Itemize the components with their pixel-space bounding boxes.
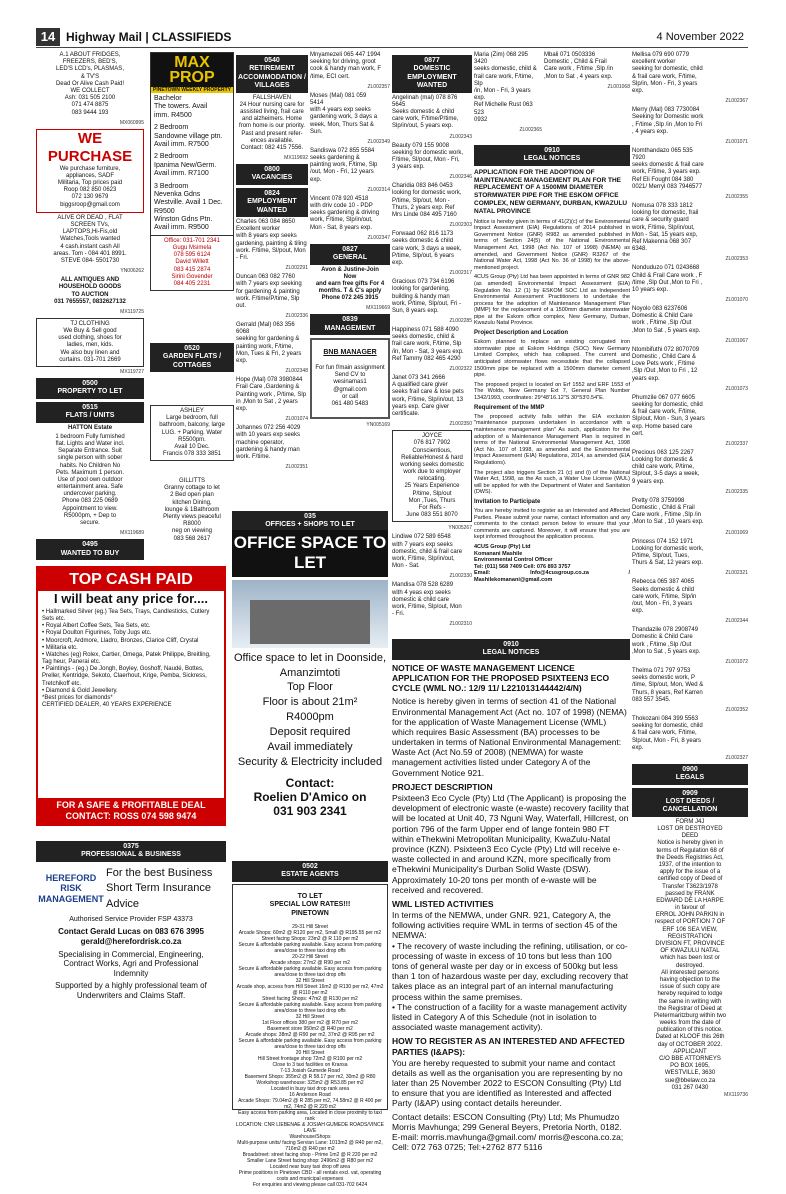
building-photo (232, 580, 388, 648)
ad-ref: ZL002336 (285, 313, 308, 320)
notice-heading: WML LISTED ACTIVITIES (392, 898, 494, 909)
ad-ref: ZL002321 (725, 570, 748, 577)
section-flats-units: 0515 FLATS / UNITS (36, 402, 144, 423)
top-cash-title: TOP CASH PAID (38, 568, 224, 591)
notice-paragraph: In terms of the NEMWA, under GNR. 921, Category A, the following activities require WML in terms of section 45 of the NEMWA: • The recovery of waste including the refining, utilisation, or co-processing of waste in excess of 10 tons but less than 100 tons of general waste per day or in excess of 500kg but less than 1 ton of hazardous waste per day, excluding recovery that takes place as an integral part of an internal manufacturing process within the same premises. • The construction of a facility for a waste management activity listed in Category A of this Schedule (not in isolation to associated waste management activity). (392, 910, 629, 1033)
listing: Gracious 073 734 6196 looking for gardening, building & handy man work, P/time, Slp/out, Fri - Sun, 8 years exp. (392, 279, 462, 314)
column-8 (632, 52, 748, 1102)
section-offices-shops: 035 OFFICES + SHOPS TO LET (232, 511, 388, 532)
listing: Thokozani 084 399 5563 seeking for domestic, child & frail care work, F/time, Slp/out, Mon - Fri, 8 years exp. (632, 715, 703, 751)
listing: Mellisa 079 690 0779 excellent worker seeking for domestic, child & frail care work, F/time, Slp/in, Mon - Fri, 3 years exp. (632, 52, 703, 94)
to-let-heading: TO LET SPECIAL LOW RATES!!! PINETOWN (269, 892, 351, 917)
bnb-manager-ad (310, 338, 390, 419)
lost-deed-notice: FORM J4J LOST OR DESTROYED DEED Notice is hereby given in terms of Regulation 68 of the Deeds Registries Act, 1937, of the intention to apply for the issue of a certified copy of Deed of Transfer T3623/1978 passed by FRANK EDWARD DE LA HARPE in favour of ERROL JOHN PARKIN in respect of PORTION 7 OF ERF 106 SEA VIEW, REGISTRATION DIVISION FT, PROVINCE OF KWAZULU NATAL which has been lost or destroyed. All interested persons having objection to the issue of such copy are hereby required to lodge the same in writing with the Registrar of Deed at Pietermaritzburg within two weeks from the date of publication of this notice. Dated at KLOOF this 26th day of OCTOBER 2022. APPLICANT C/O BBE ATTORNEYS PO BOX 1695, WESTVILLE, 3630 sue@bbelaw.co.za 031 267 0430 (653, 818, 727, 1091)
listing-bachelor: Bachelor The towers. Avail imm. R4500 (154, 95, 208, 119)
ad-ref: ZL001067 (725, 337, 748, 344)
listing-2bed-ipanima: 2 Bedroom Ipanima New/Germ. Avail imm. R7100 (154, 153, 217, 178)
ad-ref: YN005169 (366, 422, 390, 429)
listing: Mbali 071 0503336 Domestic , Child & Frail Care work , F/time ,Slp /in ,Mon to Sat , 4 years exp. (544, 52, 614, 80)
ad-ref: ZL002357 (367, 83, 390, 90)
we-purchase-text: We purchase furniture, appliances, SADF Militaria, Top prices paid Roop 082 850 0623 072 130 9679 biggsroop@gmail.com (57, 165, 123, 208)
section-legal-notices: 0910 LEGAL NOTICES (392, 639, 630, 660)
hereford-header (36, 866, 226, 912)
section-vacancies: 0800 VACANCIES (236, 164, 308, 185)
max-prop-subtitle: PINETOWN WEEKLY PROPERTY (151, 87, 233, 93)
listing: Mnyamezeli 065 447 1994 seeking for driving, groot cook & handy man work, F /time, ECI cert. (310, 52, 382, 80)
ad-ref: YN006262 (120, 268, 144, 275)
notice-title: NOTICE OF WASTE MANAGEMENT LICENCE APPLICATION FOR THE PROPOSED PSIXTEEN3 ECO CYCLE (WML NO.: 12/9 11/ L221013144442/4/N) (392, 662, 610, 694)
listing: Hope (Mal) 078 3980844 Frail Care ,Gardening & Painting work , P/time, Slp in ,Mon to Sat , 2 years exp. (236, 377, 307, 412)
listing: Nomusa 078 333 1812 looking for domestic, frail care & security guard work, F/time, Slp/in/out, Mon - Sat, 15 years exp, Ref Makenna 068 307 6348. (632, 203, 699, 253)
listing: Gerrald (Mal) 063 356 6068 seeking for gardening & painting work, F/time, Mon, Tues & Fri, 2 years exp. (236, 322, 302, 365)
ad-ref: ZL002330 (449, 573, 472, 580)
hereford-ad (36, 838, 226, 1098)
listing: Merry (Mal) 083 7730084 Seeking for Domestic work , F/time ,Slp /in ,Mon to Fri , 4 years exp. (632, 107, 704, 135)
ad-ref: ZL002344 (725, 618, 748, 625)
ad-ref: ZL002337 (725, 440, 748, 447)
notice-paragraph: 4CUS Group (Pty) Ltd has been appointed in terms of GNR 982 (as amended) Environmental Impact Assessment (EIA) Regulation No. 12 (1) by ESKOM SOC Ltd as Independent Environmental Assessment Practitioners to undertake the process for the adoption of Maintenance Management Plan (MMP) for the replacement of a 1500mm diameter stormwater pipe at the Eskom office complex, New Germany, Durban, Kwazulu Natal Province. (474, 274, 630, 327)
ad-ref: MX119736 (724, 1091, 748, 1098)
listing: Janet 073 341 2666 A qualified care giver seeks frail care & lose pets work, F/time, Slp/in/out, 13 years exp. Care giver certificate. (392, 375, 464, 417)
listing: Thandazile 078 2908749 Domestic & Child Care work , F/time ,Slp /Out ,Mon to Sat , 5 years exp. (632, 627, 701, 655)
page-header (0, 0, 786, 44)
alive-or-dead-ad: ALIVE OR DEAD , FLAT SCREEN TVs, LAPTOPS,Hi-Fis,old Watches,Tools wanted 4 cash.instant cash All areas. Tom - 084 401 8991. STEVE 084- 5501730 (53, 214, 127, 264)
ad-ref: ZL002285 (449, 318, 472, 325)
ad-ref: ZL002346 (449, 174, 472, 181)
notice-paragraph: Notice is hereby given in terms of 41(2)(c) of the Environmental Impact Assessment (EIA) Regulations of 2014 published in Government Notice (GNR) R982 as amended published in terms of Section 24(5) of the National Environmental Management Act, 1998 (Act No. 107 of 1998) (NEMA) as amended, and Government Notice (GNR) R3267 of the National Water Act, 1998 (Act No. 36 of 1998) for the above-mentioned project. (474, 218, 630, 271)
office-space-contact: Contact: Roelien D'Amico on 031 903 2341 (253, 775, 367, 819)
listing: Happiness 071 588 4090 seeks domestic, child & frail care work, F/time, Slp /in, Mon - Sat, 3 years exp. Ref Tammy 082 465 4290 (392, 327, 464, 362)
section-legals: 0900 LEGALS (632, 764, 748, 785)
section-legal-notices: 0910 LEGAL NOTICES (474, 145, 630, 166)
hereford-tagline: For the best Business Short Term Insurance Advice (106, 866, 213, 910)
ad-ref: ZL002343 (449, 133, 472, 140)
section-employment-wanted: 0824 EMPLOYMENT WANTED (236, 188, 308, 217)
notice-title: APPLICATION FOR THE ADOPTION OF MAINTENANCE MANAGEMENT PLAN FOR THE REPLACEMENT OF A 1500MM DIAMETER STORMWATER PIPE FOR THE ESKOM OFFICE COMPLEX, NEW GERMANY, DURBAN, KWAZULU NATAL PROVINCE (474, 168, 628, 215)
section-domestic-employment: 0877 DOMESTIC EMPLOYMENT WANTED (392, 55, 472, 93)
ad-ref: ZL002291 (285, 265, 308, 272)
section-lost-deeds: 0909 LOST DEEDS / CANCELLATION (632, 788, 748, 817)
ad-ref: MX119669 (366, 305, 390, 312)
ad-ref: MX060995 (119, 119, 144, 126)
ad-ref: YN005267 (448, 525, 472, 532)
listing: Nomthandazo 065 535 7920 seeks domestic & frail care work, F/time, 3 years exp. Ref Eli Fought 084 380 0021/ Merryl 083 7946577 (632, 147, 704, 190)
ad-ref: ZL002355 (725, 194, 748, 200)
listing: Forwaad 062 816 1173 seeks domestic & child care work, 3 days a week, P/time, Slp/out, 6 years exp. (392, 231, 462, 266)
column-6-top (474, 52, 542, 142)
ad-ref: MX119725 (120, 308, 144, 315)
notice-heading: PROJECT DESCRIPTION (392, 781, 493, 792)
section-retirement: 0540 RETIREMENT ACCOMMODATION / VILLAGES (236, 55, 308, 93)
notice-paragraph: The proposed activity falls within the EIA exclusion "maintenance purposes undertaken in accordance with a maintenance management plan" As such, application for the adoption of a Maintenance Management Plan is required in terms of the National Environmental Management Act, 1998 (Act No. 107 of 1998, as amended and the Environmental Impact Assessment (EIA) Regulations, 2014, as amended (EIA Regulations). (474, 413, 630, 466)
section-property-to-let: 0500 PROPERTY TO LET (36, 378, 144, 399)
ad-ref: ZL002348 (285, 368, 308, 375)
max-prop-ad (150, 52, 234, 291)
ad-ref: ZL001068 (607, 83, 630, 90)
top-cash-paid-ad (36, 566, 226, 826)
listing: Beauty 079 155 9008 seeking for domestic work, F/time, Sl/pout, Mon - Fri, 3 years exp. (392, 142, 464, 171)
office-space-ad (232, 530, 388, 850)
hereford-support: Supported by a highly professional team of Underwriters and Claims Staff. (55, 981, 207, 1000)
ad-ref: ZL002310 (449, 621, 472, 628)
notice-heading: Project Description and Location (474, 330, 569, 337)
listing: Charidia 083 846 0453 looking for domestic work, P/time, Slp/out, Mon - Thurs, 2 years exp. Ref Mrs Linde 084 495 7160 (392, 183, 462, 218)
fridges-ad: A.1 ABOUT FRIDGES, FREEZERS, BED'S, LED'S LCD's, PLASMAS, & TV'S Dead Or Alive Cash Paid! WE COLLECT Ash: 031 505 2100 071 474 8875 083 9444 193 (55, 52, 125, 116)
tj-clothing-ad: TJ CLOTHING We Buy & Sell good used clothing, shoes for ladies, men, kids. We also buy linen and curtains. 031-701 2669 (36, 318, 144, 367)
legal-notice-waste (392, 636, 630, 1153)
top-cash-subtitle: I will beat any price for.... (54, 591, 208, 607)
to-let-listing (232, 884, 388, 1188)
section-estate-agents: 0502 ESTATE AGENTS (232, 861, 388, 882)
listing: Thelma 071 797 9753 seeks domestic work, P /time, Slp/out, Mon, Wed & Thurs, 8 years, Ref Karren 083 557 3545. (632, 668, 704, 703)
ad-ref: ZL002314 (367, 186, 390, 193)
listing: Ntombifuthi 072 8070709 Domestic , Child Care & Love Pets work , F/time ,Slp /Out ,Mon to Fri , 12 years exp. (632, 346, 700, 382)
notice-paragraph: The proposed project is located on Erf 1552 and ERF 1553 of The Wolds, New Germany Ext 7, General Plan Number 1342/1993, coordinates: 29°48'16.12"S 30°53'0.54"E. (474, 381, 630, 401)
ad-ref: MX119692 (284, 155, 308, 162)
office-space-text: Office space to let in Doonside, Amanzimtoti Top Floor Floor is about 21m² R4000pm Deposit required Avail immediately Security & Electricity included (233, 651, 387, 768)
listing: Johannes 072 256 4029 with 10 years exp seeks machine operator, gardening & handy man work. F/time. (236, 425, 301, 460)
notice-contact: 4CUS Group (Pty) Ltd Komanani Mashile Environmental Control Officer Tel: (011) 568 7409 Cell: 076 893 3757 Email: Info@4cusgroup.co.za / Mashilekomanani@gmail.com (474, 544, 630, 584)
section-management: 0839 MANAGEMENT (310, 314, 390, 335)
listing: Phumzile 067 077 6605 seeking for domestic, child & frail care work, F/time, Slp/out, Mon - Sun, 3 years exp. Home based care cert. (632, 394, 705, 437)
to-let-details: 29-31 Hill Street Arcade Shops: 60m2 @ R120 per m2, Small @ R195.55 per m2 Street facing Shops: 23m2 @ R 110 per m2 Secure & affordable parking available. Easy access from parking area/close to three taxi drop offs 20-22 Hill Street Arcade shops: 27m2 @ R90 per m2 Secure & affordable parking available. Easy access from parking area/close to three taxi drop offs 32 Hill Street Arcade shop, access from Hill Street 16m2 @ R130 per m2, 47m2 @ R110 per m2 Street facing Shops: 47m2 @ R130 per m2 Secure & affordable parking available. Easy access from parking area/close to three taxi drop offs 32 Hill Street 1st Floor offices 380 per m2 @ R70 per m2 Basement store 950m2 @ R40 per m2 Arcade shops: 38m2 @ R90 per m2, 37m2 @ R95 per m2 Secure & affordable parking available. Easy access from parking area/close to three taxi drop offs 20 Hill Street Hill Street frontage shop 72m2 @ R100 per m2 Close to 3 taxi facilities on Kransa 7-13 Josiah Gumede Road Basement Shops: 355m2 @ R 58.17 per m2, 30m2 @ R80 Workshop warehouse: 325m2 @ R53.85 per m2 Located in busy taxi drop rank area 16 Anderson Road Arcade Shops: 79.04m2 @ R 285 per m2, 74.58m2 @ R 400 per m2, 74m2 @ R 220 m2 Easy access from parking area, Located in close proximity to taxi rank LOCATION: CNR LIEBENAE & JOSIAH GUMEDE ROADS/VINCE LAVE Warehouse/Shops Multi-purpose units/ facing Servian Lane: 1013m2 @ R40 per m2, 716m2 @ R40 per m2 Broadstreet: street facing shop - Prime 1m2 @ R 220 per m2 Smaller Lane Street facing shop: 2496m2 @ R80 per m2 Located near busy taxi drop off area Prime positions in Pinetown CBD - all rentals excl. vat, operating costs and municipal expenses For enquiries and viewing please call 031-702 6424 (236, 923, 384, 1188)
hereford-specialising: Specialising in Commercial, Engineering, Contract Works, Agri and Professional Indemnity (58, 949, 204, 978)
bnb-manager-text: For fun f/main assignment Send CV to wesinamas1 @gmail.com or call 061 480 5483 (315, 365, 385, 407)
listing: Precious 063 125 2267 Looking for domestic & child care work, P/time, Slp/out, 3-5 days a week, 9 years exp. (632, 449, 700, 485)
notice-paragraph: You are hereby invited to register as an Interested and Affected Parties. Please submit your name, contact information and any comments to the contact person below to ensure that your comments are captured. Moreover, it will ensure that you are kept informed throughout the application process. (474, 508, 630, 541)
ad-ref: ZL002352 (725, 706, 748, 713)
listing: Sandiswa 072 855 5584 seeks gardening & painting work, F/time, Slp /out, Mon - Fri, 12 years exp. (310, 147, 378, 183)
ad-ref: ZL001069 (725, 529, 748, 536)
listing: Noyolo 083 6237606 Domestic & Child Care work , F/time ,Slp /Out ,Mon to Sat , 5 years exp. (632, 306, 701, 334)
listing: Nonduduzo 071 0243668 Child & Frail Care work , F /time ,Slp Out ,Mon to Fri , 10 years exp. (632, 265, 703, 293)
top-cash-footer: FOR A SAFE & PROFITABLE DEAL CONTACT: ROSS 074 598 9474 (38, 798, 224, 824)
ad-ref: ZL002351 (285, 464, 308, 471)
estate-agents (232, 858, 388, 1188)
ad-ref: ZL002335 (725, 488, 748, 495)
hereford-fsp: Authorised Service Provider FSP 43373 (69, 915, 193, 923)
listing: Princess 074 152 1971 Looking for domestic work, P/time, Slp/out, Tues, Thurs & Sat, 12 years exp. (632, 538, 704, 567)
fallshaven-ad: FALLSHAVEN 24 Hour nursing care for assisted living, frail care and alzheimers. Home from home is our priority. Past and present refer- ences available. Contact: 082 415 7556. (239, 94, 305, 151)
notice-heading: Requirement of the MMP (474, 404, 545, 411)
listing: Charles 063 084 8650 Excellent worker with 8 years exp seeks gardening, painting & tiling work. F/time, Sl/pout, Mon - Fri. (236, 219, 307, 261)
listing: Angelinah (mal) 078 876 5645 Seeks domestic & child care work, F/time/P/time, Slp/in/out, 5 years exp. (392, 94, 459, 130)
ad-ref: ZL001070 (725, 297, 748, 304)
section-garden-flats: 0520 GARDEN FLATS / COTTAGES (150, 343, 234, 372)
top-cash-items: • Hallmarked Silver (eg.) Tea Sets, Trays, Candlesticks, Cutlery Sets etc. • Royal Albert Coffee Sets, Tea Sets, etc. • Royal Doulton Figurines, Toby Jugs etc. • Moorcroft, Ardmore, Lladro, Bronzes, Clarice Cliff, Crystal • Militaria etc. • Watches (eg) Rolex, Cartier, Omega, Patek Philippe, Breitling, Tag heur, Panerai etc. • Paintings - (eg.) De Jongh, Boyley, Goshoff, Naudé, Bottes, Preller, Kentridge, Sekoto, Claerhout, Krige, Pemba, Sickress, Tretchikoff etc. • Diamond & Gold Jewellery. *Best prices for diamonds* CERTIFIED DEALER, 40 YEARS EXPERIENCE (42, 608, 211, 709)
antiques-ad: ALL ANTIQUES AND HOUSEHOLD GOODS TO AUCTION 031 7655557, 0832627132 (54, 277, 126, 305)
notice-heading: HOW TO REGISTER AS AN INTERESTED AND AFFECTED PARTIES (I&APS): (392, 1036, 625, 1057)
we-purchase-ad (36, 129, 144, 213)
listing: Duncan 063 082 7760 with 7 years exp seeking for gardening & painting work. F/time/P/time, Slp out. (236, 274, 302, 309)
joyce-ad: JOYCE 076 817 7902 Conscientious, Reliable/Honest & hard working seeks domestic work due to employer relocating. 25 Years Experience P/time, Slp/out Mon ,Tues, Thurs For Refs - June 083 551 8070 (392, 430, 472, 522)
column-3 (236, 52, 308, 532)
listing: Mandisa 078 528 6289 with 4 yeas exp seeks domestic & child care work, F/time, Slp/out, Mon - Fri. (392, 582, 462, 618)
ad-ref: ZL002367 (725, 98, 748, 105)
gillitts-ad: GILLITTS Granny cottage to let 2 Bed open plan kitchen Dining, lounge & 1Bathroom Plenty views peaceful R8000 neg on viewing 083 568 2617 (163, 478, 221, 542)
office-space-title: OFFICE SPACE TO LET (232, 530, 388, 577)
ad-ref: MX119727 (120, 369, 144, 375)
ad-ref: ZL002347 (367, 234, 390, 241)
max-prop-office: Office: 031-701 2341 Gugu Msimela 078 595 6124 David Willett 083 415 2874 Sirini Govender 084 405 2231 (151, 235, 233, 290)
we-purchase-title: WE PURCHASE (47, 129, 133, 165)
notice-paragraph: You are hereby requested to submit your name and contact details as well as the organisation you are representing by no later than 25 November 2022 to ESCON Consulting (Pty) Ltd to ensure that you are identified as Interested and affected Party (I&AP) using contact details hereunder. (392, 1057, 623, 1109)
listing-3bed: 3 Bedroom Nevenka Gdns Westville. Avail 1 Dec. R9500 Winston Gdns Ptn. Avail imm. R9500 (154, 182, 223, 232)
section-professional: 0375 PROFESSIONAL & BUSINESS (36, 841, 226, 862)
listing-2bed-sandowne: 2 Bedroom Sandowne village ptn. Avail imm. R7500 (154, 124, 223, 148)
bnb-manager-title: BNB MANAGER (323, 349, 377, 357)
section-general: 0827 GENERAL (310, 244, 390, 265)
listing: Lindiwe 072 589 6548 with 7 years exp seeks domestic, child & frail care work, F/time, Slp/in/out, Mon - Sat. (392, 534, 463, 570)
max-prop-logo: MAX PROP (151, 53, 233, 87)
ad-ref: ZL002365 (519, 126, 542, 133)
listing: Rebecca 065 387 4065 Seeks domestic & child care work, F/time, Slp/in /out, Mon - Fri, 3 years exp. (632, 579, 697, 615)
issue-date: 4 November 2022 (656, 31, 744, 43)
notice-contact: Contact details: ESCON Consulting (Pty) Ltd; Ms Phumudzo Morris Mavhunga; 299 General Beyers, Pretoria North, 0182. E-mail: morris.mavhunga@gmail.com/ morris@escona.co.za; Cell: 072 763 0725; Tel:+2762 877 5116 (392, 1111, 624, 1153)
ad-ref: ZL002303 (449, 222, 472, 229)
ad-ref: ZL002350 (449, 421, 472, 428)
ashley-ad: ASHLEY Large bedroom, full bathroom, balcony, large LUG. + Parking. Water R5500pm. Avail 10 Dec. Francis 078 333 3851 (150, 405, 234, 461)
listing: Maria (Zim) 068 295 3420 seeks domestic, child & frail care work, F/time, Slp /in, Mon - Fri, 3 years exp. Ref Michelle Rust 063 523 0932 (474, 52, 537, 123)
hatton-ad: 1 bedroom Fully furnished flat. Lights and Water incl. Separate Entrance. Suit single person with sober habits. No Children No Pets. Maximum 1 person. Use of pool own outdoor entertainment area. Safe undercover parking. Phone 083 225 0689 Appointment to view. R5000pm, + Dep to secure. (55, 433, 125, 526)
ad-ref: ZL001074 (285, 416, 308, 423)
ad-ref: MX119689 (120, 530, 144, 537)
ad-ref: ZL001072 (725, 659, 748, 665)
notice-paragraph: Psixteen3 Eco Cycle (Pty) Ltd (The Applicant) is proposing the development of electronic waste (e-waste) recovery facility that will be located at Unit 40, 73 Nguni Way, Waterfall, Hillcrest, on portion 796 of the farm Upper end of lange fontein 980 FT within eThekwini Metropolitan Municipality, KwaZulu-Natal province (KZN). Psixteen3 Eco Cycle (Pty) Ltd will receive e-waste collected in and around KZN, more specifically from eThekwini Municipality's Durban Solid Waste (DSW). Approximately 10-20 tons per month of e-waste will be received and recovered. (392, 793, 629, 895)
avon-ad: Avon & Justine-Join Now and earn free gifts For 4 months. T & C's apply Phone 072 245 3915 (315, 266, 385, 302)
legal-notice-eskom (474, 142, 630, 640)
ad-ref: ZL001071 (725, 138, 748, 145)
ad-ref: ZL002349 (367, 138, 390, 145)
notice-paragraph: Eskom planned to replace an existing corrugated iron stormwater pipe at Eskom Holdings (SOC) New Germany Limited Complex, which has collapsed. The current and anticipated stormwater flows necessitate that the collapsed 1500mm pipe be replaced with a 1500mm diameter cement pipe. (474, 339, 630, 379)
notice-heading: Invitation to Participate (474, 498, 541, 505)
ad-ref: ZL002317 (449, 270, 472, 277)
notice-paragraph: The project also triggers Section 21 (c) and (i) of the National Water Act, 1998, as the As such, a Water Use License (WUL) will be applied for with the Department of Water and Sanitation (DWS). (474, 469, 630, 496)
hereford-logo: HEREFORD RISK MANAGEMENT (38, 872, 104, 905)
listing: Moses (Mal) 081 059 5414 with 4 years exp seeks gardening work, 3 days a week, Mon, Thurs Sat & Sun. (310, 92, 378, 135)
column-7-top (544, 52, 630, 132)
header-rule (36, 47, 748, 48)
notice-paragraph: Notice is hereby given in terms of section 41 of the National Environmental Management Act (Act no. 107 of 1998) (NEMA) for the application of Waste Management License (WML) which requires Basic Assessment (BA) processes to be undertaken in terms of National Environmental Management: Waste Act (Act No.59 of 2008) (NEMWA) for waste management activities listed under Category A of the Government Notice 921. (392, 696, 627, 778)
publication-title: Highway Mail | CLASSIFIEDS (66, 30, 232, 44)
column-4 (310, 52, 390, 532)
hatton-title: HATTON Estate (67, 424, 113, 431)
section-wanted-to-buy: 0495 WANTED TO BUY (36, 539, 144, 560)
listing: Vincent 078 920 4518 with driv code 10 - PDP seeks gardening & driving work, F/time, Slp/in/out, Mon - Sat, 8 years exp. (310, 195, 380, 231)
ad-ref: ZL002327 (725, 754, 748, 761)
ad-ref: ZL002353 (725, 256, 748, 263)
ad-ref: ZL001073 (725, 385, 748, 392)
hereford-contact: Contact Gerald Lucas on 083 676 3995 gerald@herefordrisk.co.za (58, 927, 204, 946)
page-number: 14 (36, 28, 60, 46)
listing: Pretty 078 3759998 Domestic , Child & Frail Care work , F/time ,Slp /in ,Mon to Sat , 10 years exp. (632, 497, 704, 526)
ad-ref: ZL002322 (449, 366, 472, 372)
